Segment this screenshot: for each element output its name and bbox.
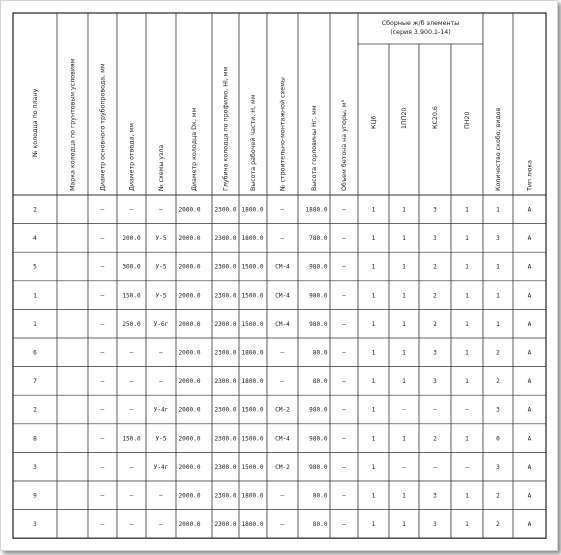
table-cell: –: [342, 235, 346, 243]
table-cell: А: [527, 292, 532, 300]
table-cell: –: [159, 349, 163, 357]
table-cell: 3: [433, 206, 437, 214]
table-cell: 2000.0: [178, 406, 201, 414]
table-cell: –: [100, 349, 105, 357]
table-cell: 2300.0: [214, 435, 237, 443]
table-cell: 2000.0: [178, 521, 201, 529]
table-cell: –: [280, 521, 285, 529]
table-cell: 1500.0: [241, 406, 264, 414]
table-cell: 1: [402, 206, 406, 214]
table-cell: 1: [402, 292, 406, 300]
group-header-title: Сборные ж/б элементы: [381, 20, 460, 27]
table-cell: 1: [33, 292, 37, 300]
column-header: Высота горловины Нг, мм: [311, 105, 319, 191]
column-header: ПН20: [464, 111, 472, 129]
table-cell: –: [342, 406, 346, 414]
table-cell: –: [129, 206, 134, 214]
table-cell: –: [100, 492, 105, 500]
table-cell: 1: [465, 378, 469, 386]
table-cell: –: [342, 435, 346, 443]
table-cell: 2300.0: [214, 378, 237, 386]
table-cell: У-5: [155, 235, 167, 243]
table-cell: –: [129, 463, 134, 471]
table-cell: 1: [371, 521, 376, 529]
table-cell: –: [342, 292, 346, 300]
table-cell: А: [527, 463, 532, 471]
table-cell: У-5: [155, 292, 167, 300]
table-cell: А: [527, 263, 532, 271]
table-cell: А: [527, 378, 532, 386]
column-header: Высота рабочей части, Н, мм: [250, 94, 258, 191]
table-cell: 1: [371, 435, 376, 443]
table-cell: 1500.0: [241, 263, 264, 271]
table-cell: –: [342, 263, 346, 271]
table-cell: 1: [371, 320, 376, 328]
table-cell: –: [100, 235, 105, 243]
table-cell: 300.0: [122, 263, 141, 271]
table-cell: 2000.0: [178, 320, 201, 328]
table-cell: 1800.0: [241, 349, 264, 357]
table-cell: 8: [33, 435, 37, 443]
table-cell: 1800.0: [241, 378, 264, 386]
column-header: Объем бетона на упоры, м³: [341, 99, 349, 191]
table-cell: 7: [33, 378, 37, 386]
column-header: КС20.6: [432, 106, 440, 129]
table-cell: 1880.0: [305, 206, 328, 214]
table-cell: 1: [465, 206, 469, 214]
table-cell: 1: [402, 349, 406, 357]
table-cell: 2: [433, 320, 437, 328]
specification-table: [1, 1, 561, 555]
table-cell: 2000.0: [178, 349, 201, 357]
table-cell: 1: [402, 435, 406, 443]
column-header: КЦ6: [370, 115, 378, 129]
table-cell: 1800.0: [241, 492, 264, 500]
table-cell: 2: [33, 406, 37, 414]
column-header: № схемы узла: [158, 144, 166, 191]
table-cell: У-5: [155, 435, 167, 443]
table-cell: 1: [33, 320, 37, 328]
table-cell: 1: [371, 349, 376, 357]
table-cell: 1: [465, 235, 469, 243]
table-cell: 3: [496, 406, 500, 414]
table-cell: 1800.0: [241, 521, 264, 529]
table-cell: 1: [402, 378, 406, 386]
table-cell: А: [527, 320, 532, 328]
table-cell: –: [342, 206, 346, 214]
column-header: Диаметр основного трубопровода, мм: [99, 63, 107, 191]
table-cell: 3: [433, 349, 437, 357]
table-cell: 2000.0: [178, 435, 201, 443]
table-cell: А: [527, 521, 532, 529]
table-cell: 980.0: [309, 320, 328, 328]
table-cell: 2000.0: [178, 263, 201, 271]
table-cell: –: [465, 406, 469, 414]
table-cell: 980.0: [309, 435, 328, 443]
table-cell: –: [465, 463, 469, 471]
table-cell: 980.0: [309, 463, 328, 471]
table-cell: 0: [496, 435, 500, 443]
table-cell: –: [129, 378, 134, 386]
column-header: Диаметр отвода, мм: [128, 123, 136, 191]
column-header: Тип люка: [526, 159, 534, 191]
table-cell: –: [433, 406, 437, 414]
table-cell: 6: [33, 349, 37, 357]
column-header: № колодца по плану: [32, 88, 40, 157]
table-cell: –: [342, 521, 346, 529]
table-cell: 3: [433, 235, 437, 243]
table-cell: 1: [402, 492, 406, 500]
table-cell: 2: [496, 521, 500, 529]
table-cell: 1: [371, 235, 376, 243]
table-cell: 1: [465, 349, 469, 357]
table-cell: 2300.0: [214, 292, 237, 300]
table-cell: 80.0: [312, 349, 328, 357]
table-cell: СМ-2: [275, 463, 290, 471]
table-cell: У-5: [155, 263, 167, 271]
table-cell: 2300.0: [214, 406, 237, 414]
column-header: № строительно-монтажной схемы: [279, 77, 287, 191]
column-header: Диаметр колодца Dк, мм: [191, 107, 199, 191]
table-cell: 1500.0: [241, 320, 264, 328]
table-cell: 2000.0: [178, 378, 201, 386]
table-cell: –: [100, 263, 105, 271]
table-cell: –: [129, 406, 134, 414]
table-cell: –: [342, 378, 346, 386]
table-cell: 2: [496, 492, 500, 500]
table-cell: 1800.0: [241, 235, 264, 243]
table-cell: 2: [496, 349, 500, 357]
table-cell: 2300.0: [214, 349, 237, 357]
table-cell: 5: [33, 263, 37, 271]
table-cell: 2: [496, 378, 500, 386]
table-cell: 1: [465, 521, 469, 529]
table-cell: 2300.0: [214, 492, 237, 500]
table-cell: 2: [33, 206, 37, 214]
table-cell: 1: [465, 320, 469, 328]
table-cell: –: [100, 521, 105, 529]
table-cell: 1: [371, 292, 376, 300]
table-cell: 1: [371, 492, 376, 500]
table-cell: 2000.0: [178, 492, 201, 500]
table-cell: –: [159, 492, 163, 500]
table-cell: 1: [371, 263, 376, 271]
table-cell: –: [100, 435, 105, 443]
table-cell: 1: [371, 463, 376, 471]
table-cell: 1500.0: [241, 292, 264, 300]
table-cell: 1: [496, 206, 500, 214]
table-cell: –: [342, 349, 346, 357]
table-cell: 3: [433, 521, 437, 529]
table-cell: –: [159, 206, 163, 214]
table-cell: 3: [433, 492, 437, 500]
table-cell: 1: [402, 263, 406, 271]
table-cell: 1800.0: [241, 206, 264, 214]
table-cell: –: [342, 492, 346, 500]
column-header: 1ПП20: [401, 107, 409, 129]
table-cell: 1: [402, 521, 406, 529]
table-cell: –: [100, 292, 105, 300]
table-cell: 2300.0: [214, 463, 237, 471]
table-cell: 2000.0: [178, 463, 201, 471]
table-cell: 1500.0: [241, 463, 264, 471]
table-cell: –: [159, 378, 163, 386]
table-cell: 250.0: [122, 320, 141, 328]
table-cell: А: [527, 206, 532, 214]
table-cell: –: [280, 378, 285, 386]
table-cell: –: [100, 206, 105, 214]
table-cell: А: [527, 492, 532, 500]
table-cell: СМ-2: [275, 406, 290, 414]
table-cell: 1: [371, 406, 376, 414]
table-cell: –: [402, 463, 406, 471]
table-cell: А: [527, 406, 532, 414]
table-cell: –: [100, 320, 105, 328]
table-cell: –: [100, 378, 105, 386]
table-cell: –: [280, 235, 285, 243]
table-cell: 980.0: [309, 406, 328, 414]
table-cell: А: [527, 235, 532, 243]
table-cell: 3: [433, 378, 437, 386]
table-cell: 200.0: [122, 235, 141, 243]
table-cell: –: [433, 463, 437, 471]
table-cell: У-6г: [153, 320, 169, 328]
table-cell: –: [129, 492, 134, 500]
table-cell: А: [527, 435, 532, 443]
table-cell: –: [342, 463, 346, 471]
table-cell: –: [402, 406, 406, 414]
table-cell: 780.0: [309, 235, 328, 243]
table-cell: –: [129, 349, 134, 357]
table-cell: 2300.0: [214, 235, 237, 243]
table-cell: 2000.0: [178, 292, 201, 300]
table-cell: –: [342, 320, 346, 328]
table-cell: 1: [496, 263, 500, 271]
table-cell: СМ-4: [275, 320, 290, 328]
group-header-subtitle: (серия 3.900.1-14): [390, 29, 451, 36]
table-cell: –: [129, 521, 134, 529]
table-cell: 80.0: [312, 378, 328, 386]
table-cell: 980.0: [309, 292, 328, 300]
table-cell: 3: [496, 235, 500, 243]
table-cell: 9: [33, 492, 37, 500]
table-cell: 2300.0: [214, 320, 237, 328]
table-cell: 3: [496, 463, 500, 471]
table-cell: –: [100, 463, 105, 471]
table-cell: 1: [496, 320, 500, 328]
table-cell: 1: [465, 435, 469, 443]
table-cell: СМ-4: [275, 263, 290, 271]
table-cell: 80.0: [312, 521, 328, 529]
table-cell: 2000.0: [178, 235, 201, 243]
table-cell: 1: [402, 320, 406, 328]
column-header: Количество скобо, видов: [495, 107, 503, 191]
table-cell: 1: [402, 235, 406, 243]
table-cell: СМ-4: [275, 292, 290, 300]
column-header: Глубина колодца по профилю, Нl, мм: [222, 66, 230, 191]
table-cell: 1500.0: [241, 435, 264, 443]
table-cell: 150.0: [122, 435, 141, 443]
table-cell: –: [159, 521, 163, 529]
table-cell: 2300.0: [214, 263, 237, 271]
table-cell: 80.0: [312, 492, 328, 500]
table-cell: 150.0: [122, 292, 141, 300]
table-cell: –: [100, 406, 105, 414]
table-cell: А: [527, 349, 532, 357]
table-cell: 2000.0: [178, 206, 201, 214]
table-cell: 1: [496, 292, 500, 300]
table-cell: 3: [33, 463, 37, 471]
table-cell: 1: [465, 292, 469, 300]
table-cell: 4: [33, 235, 37, 243]
table-cell: 1: [465, 263, 469, 271]
table-cell: 2: [433, 435, 437, 443]
column-header: Марка колодца по грунтовым условиям: [69, 58, 77, 191]
table-cell: СМ-4: [275, 435, 290, 443]
table-cell: 2: [433, 292, 437, 300]
table-cell: –: [280, 349, 285, 357]
table-cell: –: [280, 206, 285, 214]
table-cell: 980.0: [309, 263, 328, 271]
table-cell: 1: [371, 378, 376, 386]
table-cell: 2: [433, 263, 437, 271]
table-cell: У-4г: [153, 406, 169, 414]
table-cell: У-4г: [153, 463, 169, 471]
table-cell: 2300.0: [214, 206, 237, 214]
table-cell: –: [280, 492, 285, 500]
table-cell: 1: [371, 206, 376, 214]
table-cell: 3: [33, 521, 37, 529]
table-cell: 2300.0: [214, 521, 237, 529]
table-cell: 1: [465, 492, 469, 500]
